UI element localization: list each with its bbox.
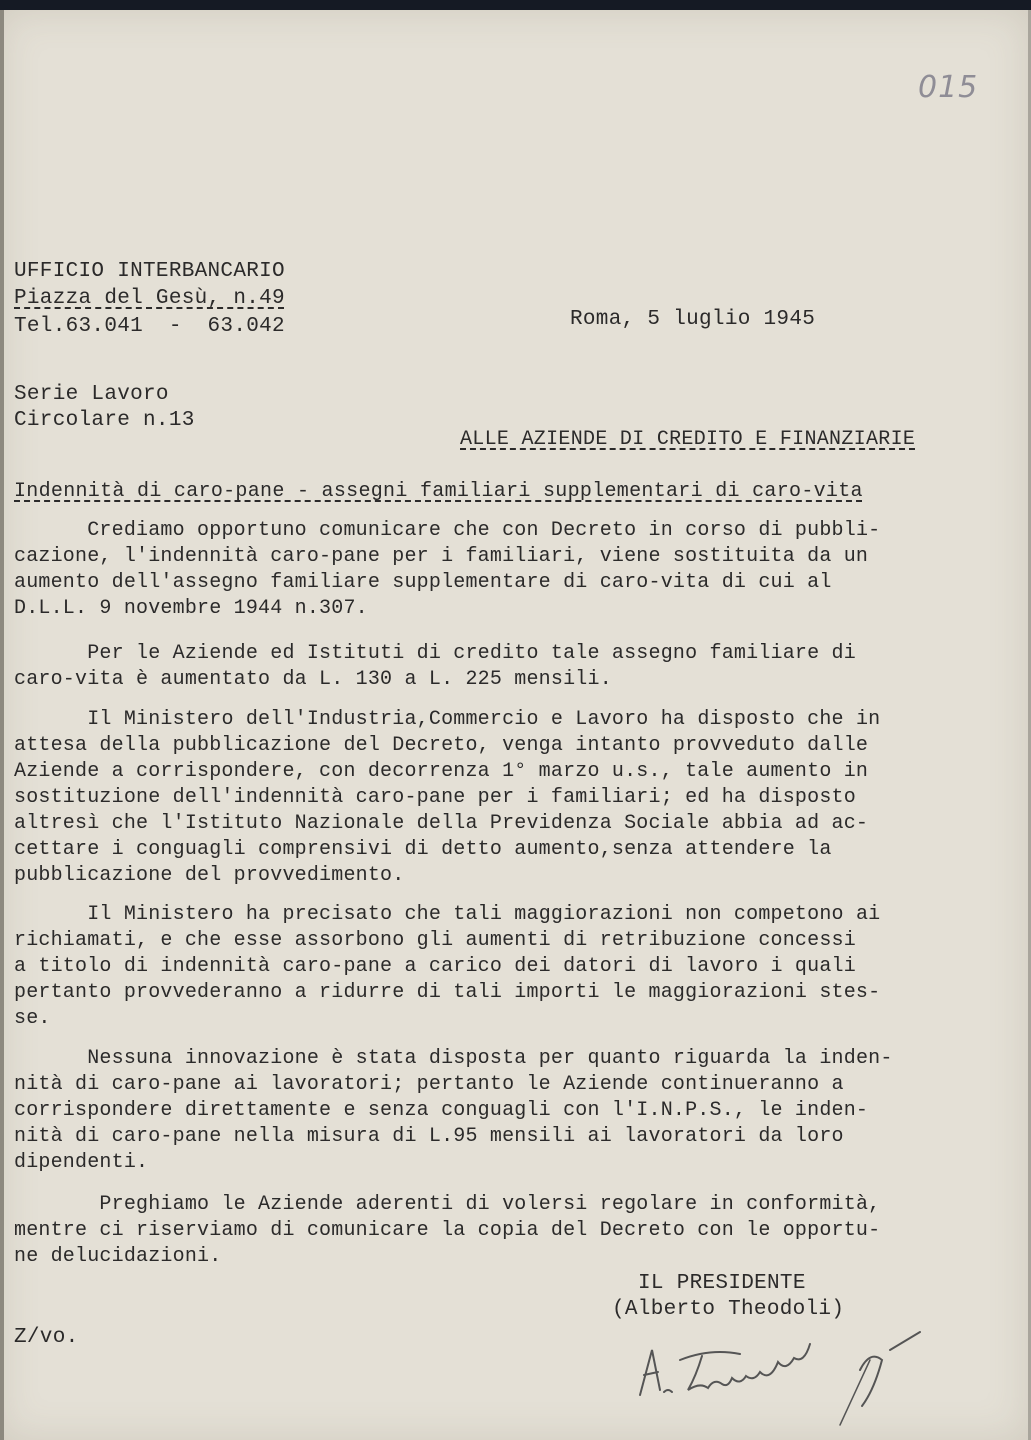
closing-title: IL PRESIDENTE xyxy=(638,1272,806,1295)
document-page xyxy=(0,10,1028,1440)
reference-initials: Z/vo. xyxy=(14,1326,79,1349)
subject-line: Indennità di caro-pane - assegni familiari supplementari di caro-vita xyxy=(14,480,863,503)
paragraph-2: Per le Aziende ed Istituti di credito tale assegno familiare di caro-vita è aumentato da L. 130 a L. 225 mensili. xyxy=(14,642,856,691)
paragraph-1: Crediamo opportuno comunicare che con Decreto in corso di pubbli- cazione, l'indennità caro-pane per i familiari, viene sostituita da un aumento dell'assegno familiare supplementare di caro-vita di cui al D.L.L. 9 novembre 1944 n.307. xyxy=(14,519,881,620)
series-line-1: Serie Lavoro xyxy=(14,383,169,406)
archive-number: 015 xyxy=(918,70,979,105)
letterhead-line-3: Tel.63.041 - 63.042 xyxy=(14,315,285,338)
document-date: Roma, 5 luglio 1945 xyxy=(570,308,816,331)
top-border xyxy=(0,0,1031,10)
letterhead-line-1: UFFICIO INTERBANCARIO xyxy=(14,260,285,283)
closing-name: (Alberto Theodoli) xyxy=(612,1298,845,1321)
recipient-heading: ALLE AZIENDE DI CREDITO E FINANZIARIE xyxy=(460,428,916,451)
letterhead-line-2: Piazza del Gesù, n.49 xyxy=(14,287,285,310)
handwritten-signature xyxy=(630,1320,950,1430)
series-line-2: Circolare n.13 xyxy=(14,409,195,432)
paragraph-3: Il Ministero dell'Industria,Commercio e Lavoro ha disposto che in attesa della pubblicazione del Decreto, venga intanto provveduto dalle Aziende a corrispondere, con decorrenza 1° marzo u.s., tale aumento in sostituzione dell'indennità caro-pane per i familiari; ed ha disposto altresì che l'Istituto Nazionale della Previdenza Sociale abbia ad ac- cettare i conguagli comprensivi di detto aumento,senza attendere la pubblicazione del provvedimento. xyxy=(14,708,881,887)
paragraph-4: Il Ministero ha precisato che tali maggiorazioni non competono ai richiamati, e che esse assorbono gli aumenti di retribuzione concessi a titolo di indennità caro-pane a carico dei datori di lavoro i quali pertanto provvederanno a ridurre di tali importi le maggiorazioni stes- se. xyxy=(14,903,881,1030)
paragraph-6: Preghiamo le Aziende aderenti di volersi regolare in conformità, mentre ci riserviamo di comunicare la copia del Decreto con le opportu- ne delucidazioni. xyxy=(14,1193,881,1268)
page-left-edge xyxy=(0,10,4,1440)
paragraph-5: Nessuna innovazione è stata disposta per quanto riguarda la inden- nità di caro-pane ai lavoratori; pertanto le Aziende continueranno a corrispondere direttamente e senza conguagli con l'I.N.P.S., le inden- nità di caro-pane nella misura di L.95 mensili ai lavoratori da loro dipendenti. xyxy=(14,1047,893,1174)
